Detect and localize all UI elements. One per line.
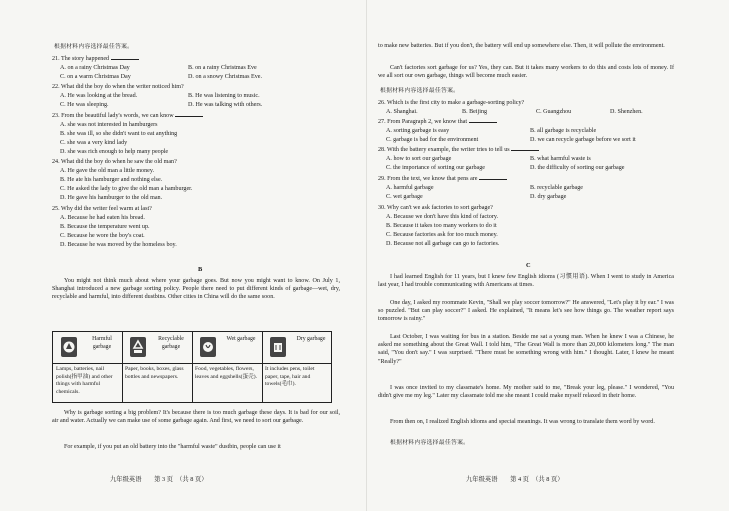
answer-blank bbox=[479, 175, 507, 180]
page-fold bbox=[366, 0, 367, 511]
option-c: C. garbage is bad for the environment bbox=[386, 137, 479, 143]
answer-blank bbox=[511, 146, 539, 151]
option-c: C. wet garbage bbox=[386, 194, 423, 200]
option-d: D. on a snowy Christmas Eve. bbox=[188, 74, 262, 80]
passage-paragraph: Last October, I was waiting for bus in a station. Beside me sat a young man. When he knew I was a Chinese, he asked me something about the Great Wall. I told him, "The Great Wall is more than 20,000 kilometers long." The man said, "You don't say." I was surprised. "There must be something wrong with him." I thought. Later, I knew he meant "Really?" bbox=[378, 334, 674, 365]
passage-paragraph: Can't factories sort garbage for us? Yes, they can. But it takes many workers to do this and costs lots of money. If we all sort our own garbage, things will become much easier. bbox=[378, 65, 674, 80]
passage-paragraph: One day, I asked my roommate Kevin, "Shall we play soccer tomorrow?" He answered, "Let's play it by ear." I was so puzzled. "But can play soccer?" I asked. He explained, "It means let's see how things go. The weather report says tomorrow is rainy." bbox=[378, 300, 674, 323]
passage-paragraph: Why is garbage sorting a big problem? It's because there is too much garbage these days. It is bad for our soil, air and water. Actually we can make use of some garbage again. And first, we need to sort our garbage. bbox=[52, 410, 340, 425]
question-30: 30. Why can't we ask factories to sort garbage? bbox=[378, 205, 493, 211]
dry-bin-icon bbox=[268, 336, 288, 358]
question-28 bbox=[378, 146, 539, 154]
option-a: A. He was looking at the bread. bbox=[60, 93, 138, 99]
option-a: A. how to sort our garbage bbox=[386, 156, 452, 162]
passage-paragraph: I had learned English for 11 years, but I knew few English idioms (习惯用语). When I went to study in America last year, I had trouble communicating with Americans at times. bbox=[378, 274, 674, 289]
section-heading: B bbox=[198, 266, 203, 273]
option-b: B. on a rainy Christmas Eve bbox=[188, 65, 257, 71]
option-d: D. the difficulty of sorting our garbage bbox=[530, 165, 625, 171]
bin-description: It includes pens, toilet paper, tape, hair and towels(毛巾). bbox=[265, 366, 315, 388]
bin-desc-cell bbox=[53, 363, 123, 402]
option-d: D. Because not all garbage can go to factories. bbox=[386, 241, 500, 247]
wet-bin-icon bbox=[198, 336, 218, 358]
option-c: C. Because factories ask for too much money. bbox=[386, 232, 498, 238]
bin-label: Dry garbage bbox=[296, 336, 326, 342]
option-a: A. He gave the old man a little money. bbox=[60, 168, 155, 174]
question-25: 25. Why did the writer feel warm at last? bbox=[52, 206, 152, 212]
question-stem: 21. The story happened bbox=[52, 56, 110, 62]
option-b: B. she was ill, so she didn't want to eat anything bbox=[60, 131, 178, 137]
option-c: C. Guangzhou bbox=[536, 109, 572, 115]
bin-wet bbox=[192, 332, 263, 363]
option-d: D. He was talking with others. bbox=[188, 102, 263, 108]
option-a: A. Because he had eaten his bread. bbox=[60, 215, 145, 221]
option-c: C. Because he wore the boy's coat. bbox=[60, 233, 145, 239]
bin-desc-cell bbox=[192, 363, 263, 402]
answer-blank bbox=[469, 118, 497, 123]
left-page bbox=[52, 0, 357, 511]
question-21 bbox=[52, 55, 139, 63]
option-a: A. sorting garbage is easy bbox=[386, 128, 450, 134]
question-stem: 28. With the battery example, the writer tries to tell us bbox=[378, 147, 510, 153]
bin-desc-cell bbox=[122, 363, 193, 402]
passage-paragraph: You might not think much about where your garbage goes. But now you might want to know. On July 1, Shanghai introduced a new garbage sorting policy. People there need to put different kinds of garbage—wet, dry, recyclable and harmful, into different dustbins. Other cities in China will do the same soon. bbox=[52, 278, 340, 301]
passage-paragraph: to make new batteries. But if you don't, the battery will end up somewhere else. Then, it will pollute the environment. bbox=[378, 43, 665, 49]
option-a: A. harmful garbage bbox=[386, 185, 434, 191]
garbage-bins-table bbox=[52, 331, 332, 403]
question-26: 26. Which is the first city to make a garbage-sorting policy? bbox=[378, 100, 525, 106]
instruction-text: 根据材料内容选择最佳答案。 bbox=[380, 88, 460, 94]
option-d: D. Because he was moved by the homeless boy. bbox=[60, 242, 177, 248]
option-a: A. she was not interested in hamburgers bbox=[60, 122, 158, 128]
passage-paragraph: For example, if you put an old battery into the "harmful waste" dustbin, people can use it bbox=[64, 444, 281, 450]
instruction-text: 根据材料内容选择最佳答案。 bbox=[54, 44, 134, 50]
option-c: C. the importance of sorting our garbage bbox=[386, 165, 485, 171]
answer-blank bbox=[111, 55, 139, 60]
option-d: D. He gave his hamburger to the old man. bbox=[60, 195, 163, 201]
option-c: C. He was sleeping. bbox=[60, 102, 109, 108]
passage-paragraph: I was once invited to my classmate's home. My mother said to me, "Break your leg, please." I wondered, "You didn't give me my leg." Later my classmate told me she meant I could make myself relaxed in their home. bbox=[378, 385, 674, 400]
bin-dry bbox=[262, 332, 331, 363]
bins-header-row bbox=[53, 332, 331, 364]
answer-blank bbox=[175, 112, 203, 117]
bin-description: Paper, books, boxes, glass bottles and newspapers. bbox=[125, 366, 184, 380]
bin-label: Wet garbage bbox=[226, 336, 256, 342]
bins-description-row bbox=[53, 363, 331, 402]
question-23 bbox=[52, 112, 203, 120]
bin-label: Harmful garbage bbox=[92, 336, 112, 350]
bin-description: Food, vegetables, flowers, leaves and eggshells(蛋壳). bbox=[195, 366, 257, 380]
question-27 bbox=[378, 118, 497, 126]
question-stem: 27. From Paragraph 2, we know that bbox=[378, 119, 468, 125]
option-b: B. Because the temperature went up. bbox=[60, 224, 150, 230]
instruction-text: 根据材料内容选择最佳答案。 bbox=[390, 440, 470, 446]
option-d: D. dry garbage bbox=[530, 194, 567, 200]
option-c: C. she was a very kind lady bbox=[60, 140, 128, 146]
question-24: 24. What did the boy do when he saw the old man? bbox=[52, 159, 177, 165]
option-a: A. Because we don't have this kind of factory. bbox=[386, 214, 499, 220]
bin-description: Lamps, batteries, nail polish(指甲油) and other things with harmful chemicals. bbox=[56, 366, 113, 395]
question-22: 22. What did the boy do when the writer noticed him? bbox=[52, 84, 184, 90]
option-a: A. on a rainy Christmas Day bbox=[60, 65, 130, 71]
option-b: B. He was listening to music. bbox=[188, 93, 260, 99]
page-footer: 九年级英语 第 3 页 （共 8 页） bbox=[110, 476, 208, 483]
bin-label: Recyclable garbage bbox=[158, 336, 184, 350]
option-b: B. Beijing bbox=[462, 109, 488, 115]
question-stem: 29. From the text, we know that pens are bbox=[378, 176, 478, 182]
option-b: B. recyclable garbage bbox=[530, 185, 583, 191]
option-a: A. Shanghai. bbox=[386, 109, 418, 115]
section-heading: C bbox=[526, 262, 531, 269]
harmful-bin-icon bbox=[59, 336, 79, 358]
option-b: B. all garbage is recyclable bbox=[530, 128, 597, 134]
option-b: B. what harmful waste is bbox=[530, 156, 591, 162]
right-page bbox=[378, 0, 682, 511]
question-stem: 23. From the beautiful lady's words, we can know bbox=[52, 113, 174, 119]
question-29 bbox=[378, 175, 507, 183]
option-d: D. she was rich enough to help many people bbox=[60, 149, 169, 155]
passage-paragraph: From then on, I realized English idioms and special meanings. It was wrong to translate them word by word. bbox=[390, 419, 655, 425]
option-c: C. on a warm Christmas Day bbox=[60, 74, 131, 80]
option-d: D. we can recycle garbage before we sort it bbox=[530, 137, 636, 143]
bin-recyclable bbox=[122, 332, 193, 363]
option-c: C. He asked the lady to give the old man a hamburger. bbox=[60, 186, 193, 192]
option-b: B. Because it takes too many workers to do it bbox=[386, 223, 497, 229]
option-d: D. Shenzhen. bbox=[610, 109, 643, 115]
recycle-bin-icon bbox=[128, 336, 148, 358]
option-b: B. He ate his hamburger and nothing else. bbox=[60, 177, 163, 183]
bin-harmful bbox=[53, 332, 123, 363]
page-footer: 九年级英语 第 4 页 （共 8 页） bbox=[466, 476, 564, 483]
bin-desc-cell bbox=[262, 363, 331, 402]
